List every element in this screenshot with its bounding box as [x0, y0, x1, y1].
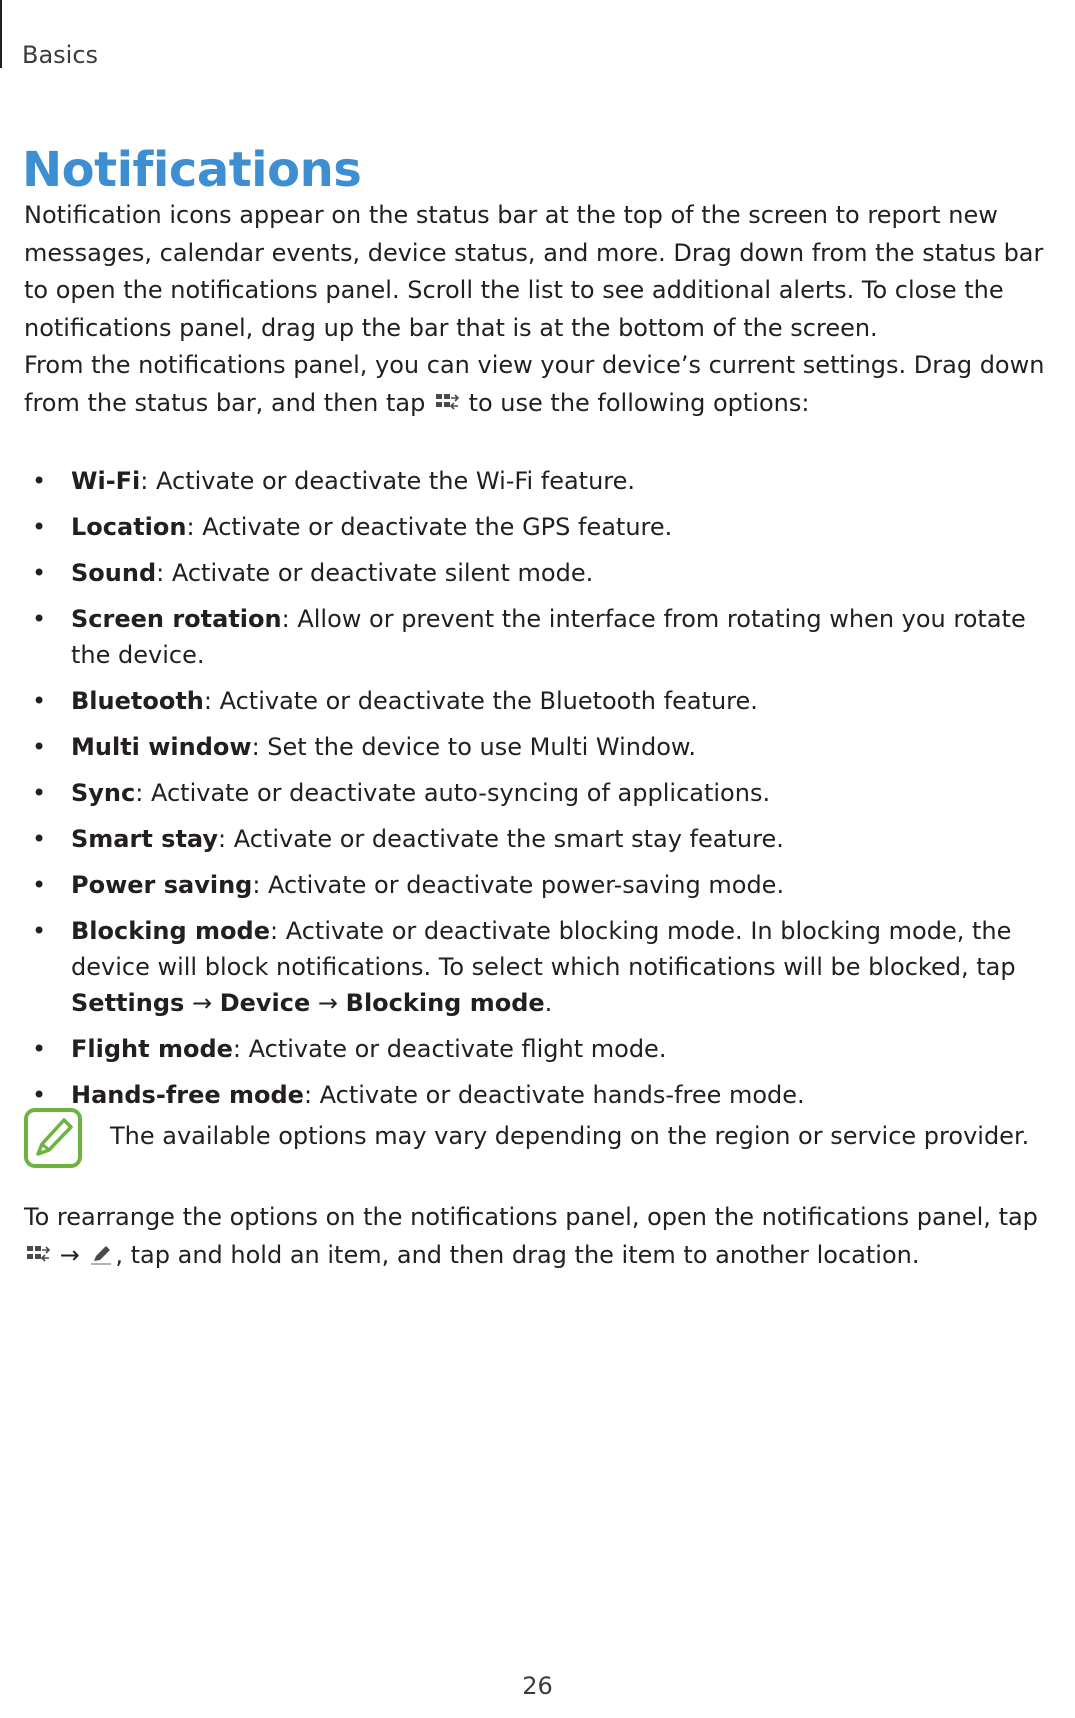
quick-settings-icon — [26, 1244, 50, 1266]
option-bluetooth: • Bluetooth: Activate or deactivate the Bluetooth feature. — [32, 687, 758, 715]
option-desc: : Activate or deactivate auto-syncing of applications. — [135, 779, 771, 807]
note-text: The available options may vary depending on the region or service provider. — [110, 1122, 1030, 1150]
option-term: Flight mode — [71, 1035, 233, 1063]
option-desc: : Activate or deactivate silent mode. — [156, 559, 594, 587]
edit-pencil-icon — [89, 1244, 113, 1266]
path-settings: Settings — [71, 989, 185, 1017]
page-edge-rule — [0, 0, 2, 68]
option-hands-free-mode: • Hands-free mode: Activate or deactivate hands-free mode. — [32, 1081, 805, 1109]
option-term: Hands-free mode — [71, 1081, 304, 1109]
option-desc: : Allow or prevent the interface from rotating when you rotate the device. — [71, 605, 1026, 669]
option-term: Smart stay — [71, 825, 219, 853]
option-desc: : Activate or deactivate power-saving mode. — [252, 871, 785, 899]
intro-paragraph: Notification icons appear on the status bar at the top of the screen to report new messages, calendar events, device status, and more. Drag down from the status bar to open the notifications panel. Scroll the list to see additional alerts. To close the notifications panel, drag up the bar that is at the bottom of the screen. — [24, 201, 1044, 342]
section-header: Basics — [22, 41, 99, 69]
option-desc: : Activate or deactivate blocking mode. In blocking mode, the device will block notifications. To select which notifications will be blocked, tap — [71, 917, 1016, 981]
option-desc: : Activate or deactivate hands-free mode. — [303, 1081, 805, 1109]
option-desc: : Activate or deactivate the smart stay feature. — [218, 825, 784, 853]
path-device: Device — [219, 989, 311, 1017]
path-arrow: → — [59, 1240, 80, 1269]
option-multi-window: • Multi window: Set the device to use Multi Window. — [32, 733, 696, 761]
settings-text-after: to use the following options: — [468, 388, 810, 417]
option-term: Wi-Fi — [71, 467, 141, 495]
option-term: Blocking mode — [71, 917, 270, 945]
option-power-saving: • Power saving: Activate or deactivate power-saving mode. — [32, 871, 785, 899]
path-arrow: → — [191, 989, 213, 1017]
option-term: Bluetooth — [71, 687, 204, 715]
rearrange-text-after: , tap and hold an item, and then drag the item to another location. — [115, 1240, 920, 1269]
option-desc: : Activate or deactivate the Bluetooth feature. — [203, 687, 758, 715]
option-sync: • Sync: Activate or deactivate auto-syncing of applications. — [32, 779, 771, 807]
option-blocking-mode: • Blocking mode: Activate or deactivate blocking mode. In blocking mode, the device will block notifications. To select which notifications will be blocked, tap Settings → Device → Blocking mode. — [32, 917, 1016, 1017]
option-desc: : Activate or deactivate flight mode. — [232, 1035, 667, 1063]
option-location: • Location: Activate or deactivate the GPS feature. — [32, 513, 673, 541]
path-blocking-mode: Blocking mode — [345, 989, 545, 1017]
settings-paragraph — [24, 347, 1064, 422]
rearrange-paragraph — [24, 1199, 1064, 1274]
option-term: Power saving — [71, 871, 253, 899]
option-wifi: • Wi-Fi: Activate or deactivate the Wi-Fi feature. — [32, 467, 636, 495]
page-title: Notifications — [22, 142, 362, 198]
option-desc: : Activate or deactivate the Wi-Fi feature. — [140, 467, 636, 495]
note-box — [24, 1108, 1064, 1168]
note-pencil-icon — [24, 1108, 82, 1168]
option-sound: • Sound: Activate or deactivate silent mode. — [32, 559, 594, 587]
option-flight-mode: • Flight mode: Activate or deactivate flight mode. — [32, 1035, 667, 1063]
option-term: Screen rotation — [71, 605, 282, 633]
option-smart-stay: • Smart stay: Activate or deactivate the smart stay feature. — [32, 825, 784, 853]
option-term: Location — [71, 513, 187, 541]
option-term: Sound — [71, 559, 157, 587]
option-term: Sync — [71, 779, 136, 807]
rearrange-text-before: To rearrange the options on the notifications panel, open the notifications panel, tap — [24, 1203, 1038, 1231]
option-screen-rotation: • Screen rotation: Allow or prevent the interface from rotating when you rotate the device. — [32, 605, 1026, 669]
options-list — [24, 463, 1064, 1123]
settings-text-before: From the notifications panel, you can view your device’s current settings. Drag down from the status bar, and then tap — [24, 351, 1045, 417]
option-desc: : Activate or deactivate the GPS feature. — [186, 513, 673, 541]
option-desc: : Set the device to use Multi Window. — [251, 733, 696, 761]
page-number: 26 — [522, 1672, 553, 1700]
option-term: Multi window — [71, 733, 252, 761]
path-arrow: → — [317, 989, 339, 1017]
quick-settings-icon — [435, 392, 459, 414]
